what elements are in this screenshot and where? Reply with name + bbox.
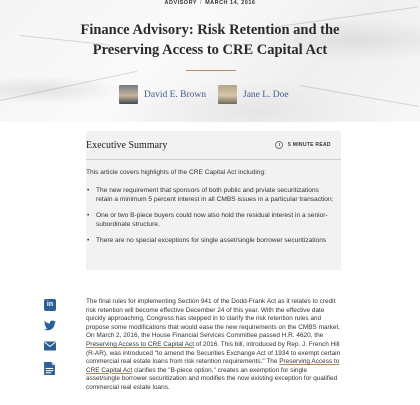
page-title	[60, 20, 360, 60]
summary-header	[86, 140, 341, 158]
author-name[interactable]: Jane L. Doe	[243, 89, 289, 100]
linkedin-icon[interactable]: in	[44, 299, 56, 311]
paragraph-text: clarifies the "B-piece option," creates an exemption for single asset/single borrower securitization and modifies the now existing exception for qualified commercial real estate loans.	[86, 366, 338, 391]
share-toolbar	[44, 299, 58, 383]
summary-title: Executive Summary	[86, 140, 168, 151]
author-jane-doe[interactable]	[218, 85, 289, 104]
act-name: Preserving Access to CRE Capital Act	[86, 340, 195, 348]
summary-divider	[86, 159, 341, 160]
article-body	[86, 298, 341, 405]
title-line-2: Preserving Access to CRE Capital Act	[92, 42, 328, 58]
summary-list	[86, 187, 335, 245]
summary-intro: This article covers highlights of the CRE Capital Act including:	[86, 169, 266, 176]
summary-content	[86, 131, 341, 270]
title-line-1: Finance Advisory: Risk Retention and the	[80, 22, 340, 38]
pdf-icon[interactable]	[44, 362, 56, 374]
read-time: 5 MINUTE READ	[288, 142, 331, 148]
avatar	[218, 85, 237, 104]
title-divider	[186, 70, 236, 71]
hero-header	[0, 0, 420, 122]
summary-body	[86, 169, 341, 253]
email-icon[interactable]	[44, 341, 56, 353]
author-name[interactable]: David E. Brown	[144, 89, 207, 100]
article-paragraph	[86, 298, 341, 393]
article-meta: ADVISORY / MARCH 14, 2016	[164, 0, 256, 6]
list-item: • There are no special exceptions for single asset/single borrower securitizations	[86, 237, 335, 245]
paragraph-text: of 2016. This bill, introduced by Rep. J. French Hill (R-AR), was introduced "to amend the Securities Exchange Act of 1934 to exempt certain commercial real estate loans from risk retention requirements." The	[86, 340, 341, 366]
list-item: • The new requirement that sponsors of both public and prviate securitizations retain a minimum 5 percent interest in all CMBS issues in a particular transaction:	[86, 187, 335, 204]
clock-icon	[275, 141, 283, 149]
twitter-icon[interactable]	[44, 320, 56, 332]
avatar	[119, 85, 138, 104]
author-david-brown[interactable]	[119, 85, 206, 104]
paragraph-text: The final rules for implementing Section 941 of the Dodd-Frank Act as it relates to credit risk retention will become effective December 24 of this year. With the effective date quickly approaching, Congress has stepped in to clarify the risk retention rules and propose some modifications that would ease the new requirements on the CMBS market. On March 2, 2016, the House Financial Services Committee passed H.R. 4620, the	[86, 298, 341, 340]
list-item: • One or two B-piece buyers could now also hold the residual interest in a senior-subordinate structure.	[86, 212, 335, 229]
date-label: MARCH 14, 2016	[205, 0, 256, 6]
category-label[interactable]: ADVISORY	[164, 0, 198, 6]
act-name: Preserving Access to CRE Capital Act	[86, 358, 340, 374]
